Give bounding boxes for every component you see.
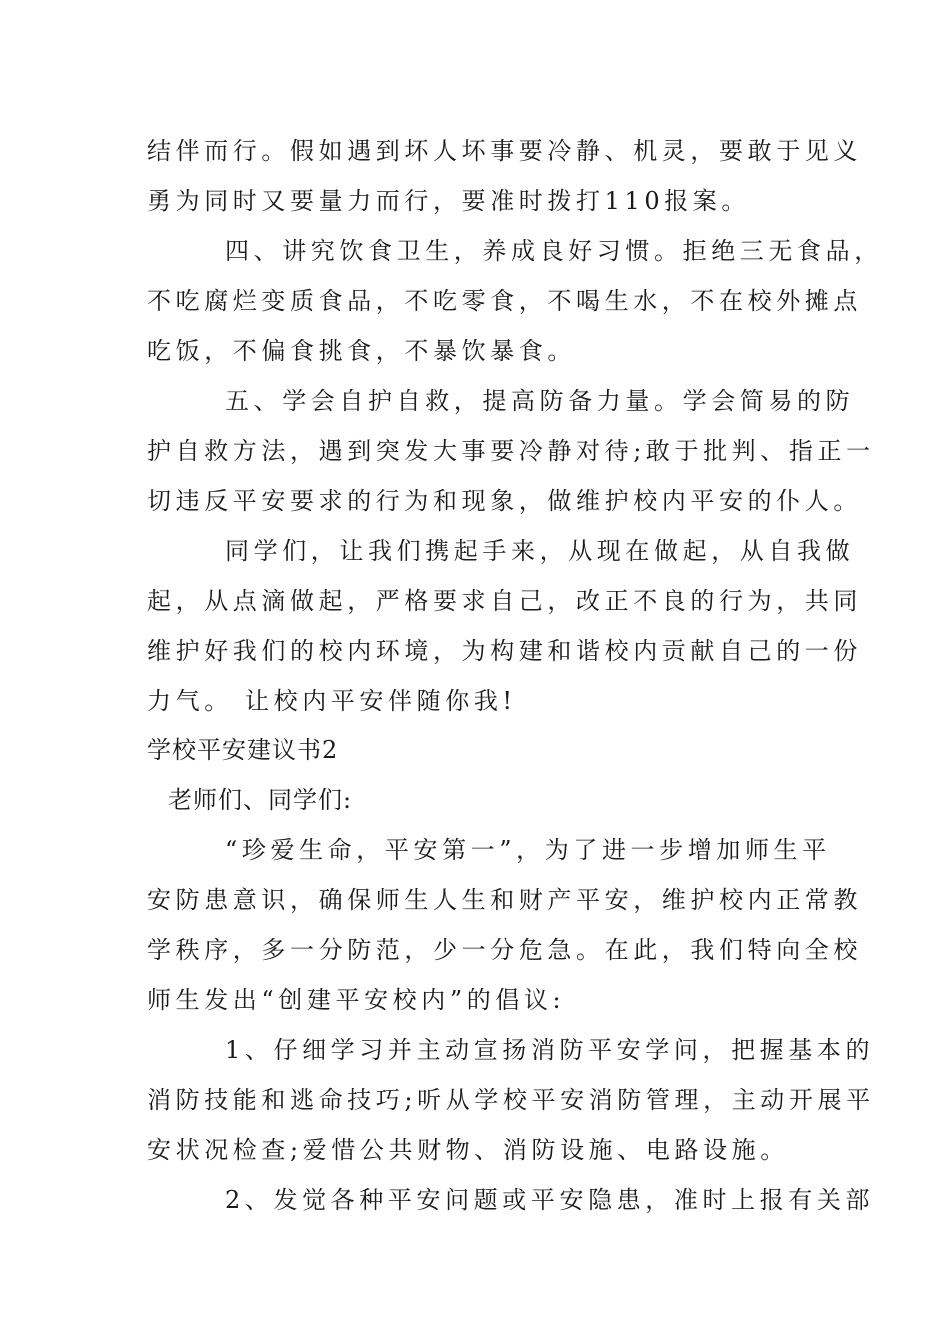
paragraph-start: 同学们，让我们携起手来，从现在做起，从自我做 (225, 537, 855, 565)
text-line: 学秩序，多一分防范，少一分危急。在此，我们特向全校 (147, 936, 862, 964)
text-line: 起，从点滴做起，严格要求自己，改正不良的行为，共同 (147, 587, 862, 615)
text-line: 护自救方法，遇到突发大事要冷静对待;敢于批判、指正一 (147, 437, 875, 465)
text-line: 吃饭，不偏食挑食，不暴饮暴食。 (147, 337, 576, 365)
text-line: 不吃腐烂变质食品，不吃零食，不喝生水，不在校外摊点 (147, 287, 862, 315)
text-line: 消防技能和逃命技巧;听从学校平安消防管理，主动开展平 (147, 1086, 875, 1114)
paragraph-start: 2、发觉各种平安问题或平安隐患，准时上报有关部 (225, 1186, 875, 1214)
paragraph-start: 四、讲究饮食卫生，养成良好习惯。拒绝三无食品， (225, 237, 883, 265)
paragraph-start: “珍爱生命，平安第一”，为了进一步增加师生平 (225, 836, 831, 864)
salutation: 老师们、同学们: (168, 786, 353, 814)
text-line: 安防患意识，确保师生人生和财产平安，维护校内正常教 (147, 886, 862, 914)
section-title: 学校平安建议书2 (147, 736, 339, 764)
text-line: 勇为同时又要量力而行，要准时拨打110报案。 (147, 187, 751, 215)
text-line: 结伴而行。假如遇到坏人坏事要冷静、机灵，要敢于见义 (147, 137, 862, 165)
text-line: 安状况检查;爱惜公共财物、消防设施、电路设施。 (147, 1136, 789, 1164)
text-line: 维护好我们的校内环境，为构建和谐校内贡献自己的一份 (147, 637, 862, 665)
paragraph-start: 1、仔细学习并主动宣扬消防平安学问，把握基本的 (225, 1036, 875, 1064)
text-line: 师生发出“创建平安校内”的倡议: (147, 986, 566, 1014)
text-line: 力气。 让校内平安伴随你我! (147, 687, 517, 715)
paragraph-start: 五、学会自护自救，提高防备力量。学会简易的防 (225, 387, 855, 415)
text-line: 切违反平安要求的行为和现象，做维护校内平安的仆人。 (147, 487, 862, 515)
